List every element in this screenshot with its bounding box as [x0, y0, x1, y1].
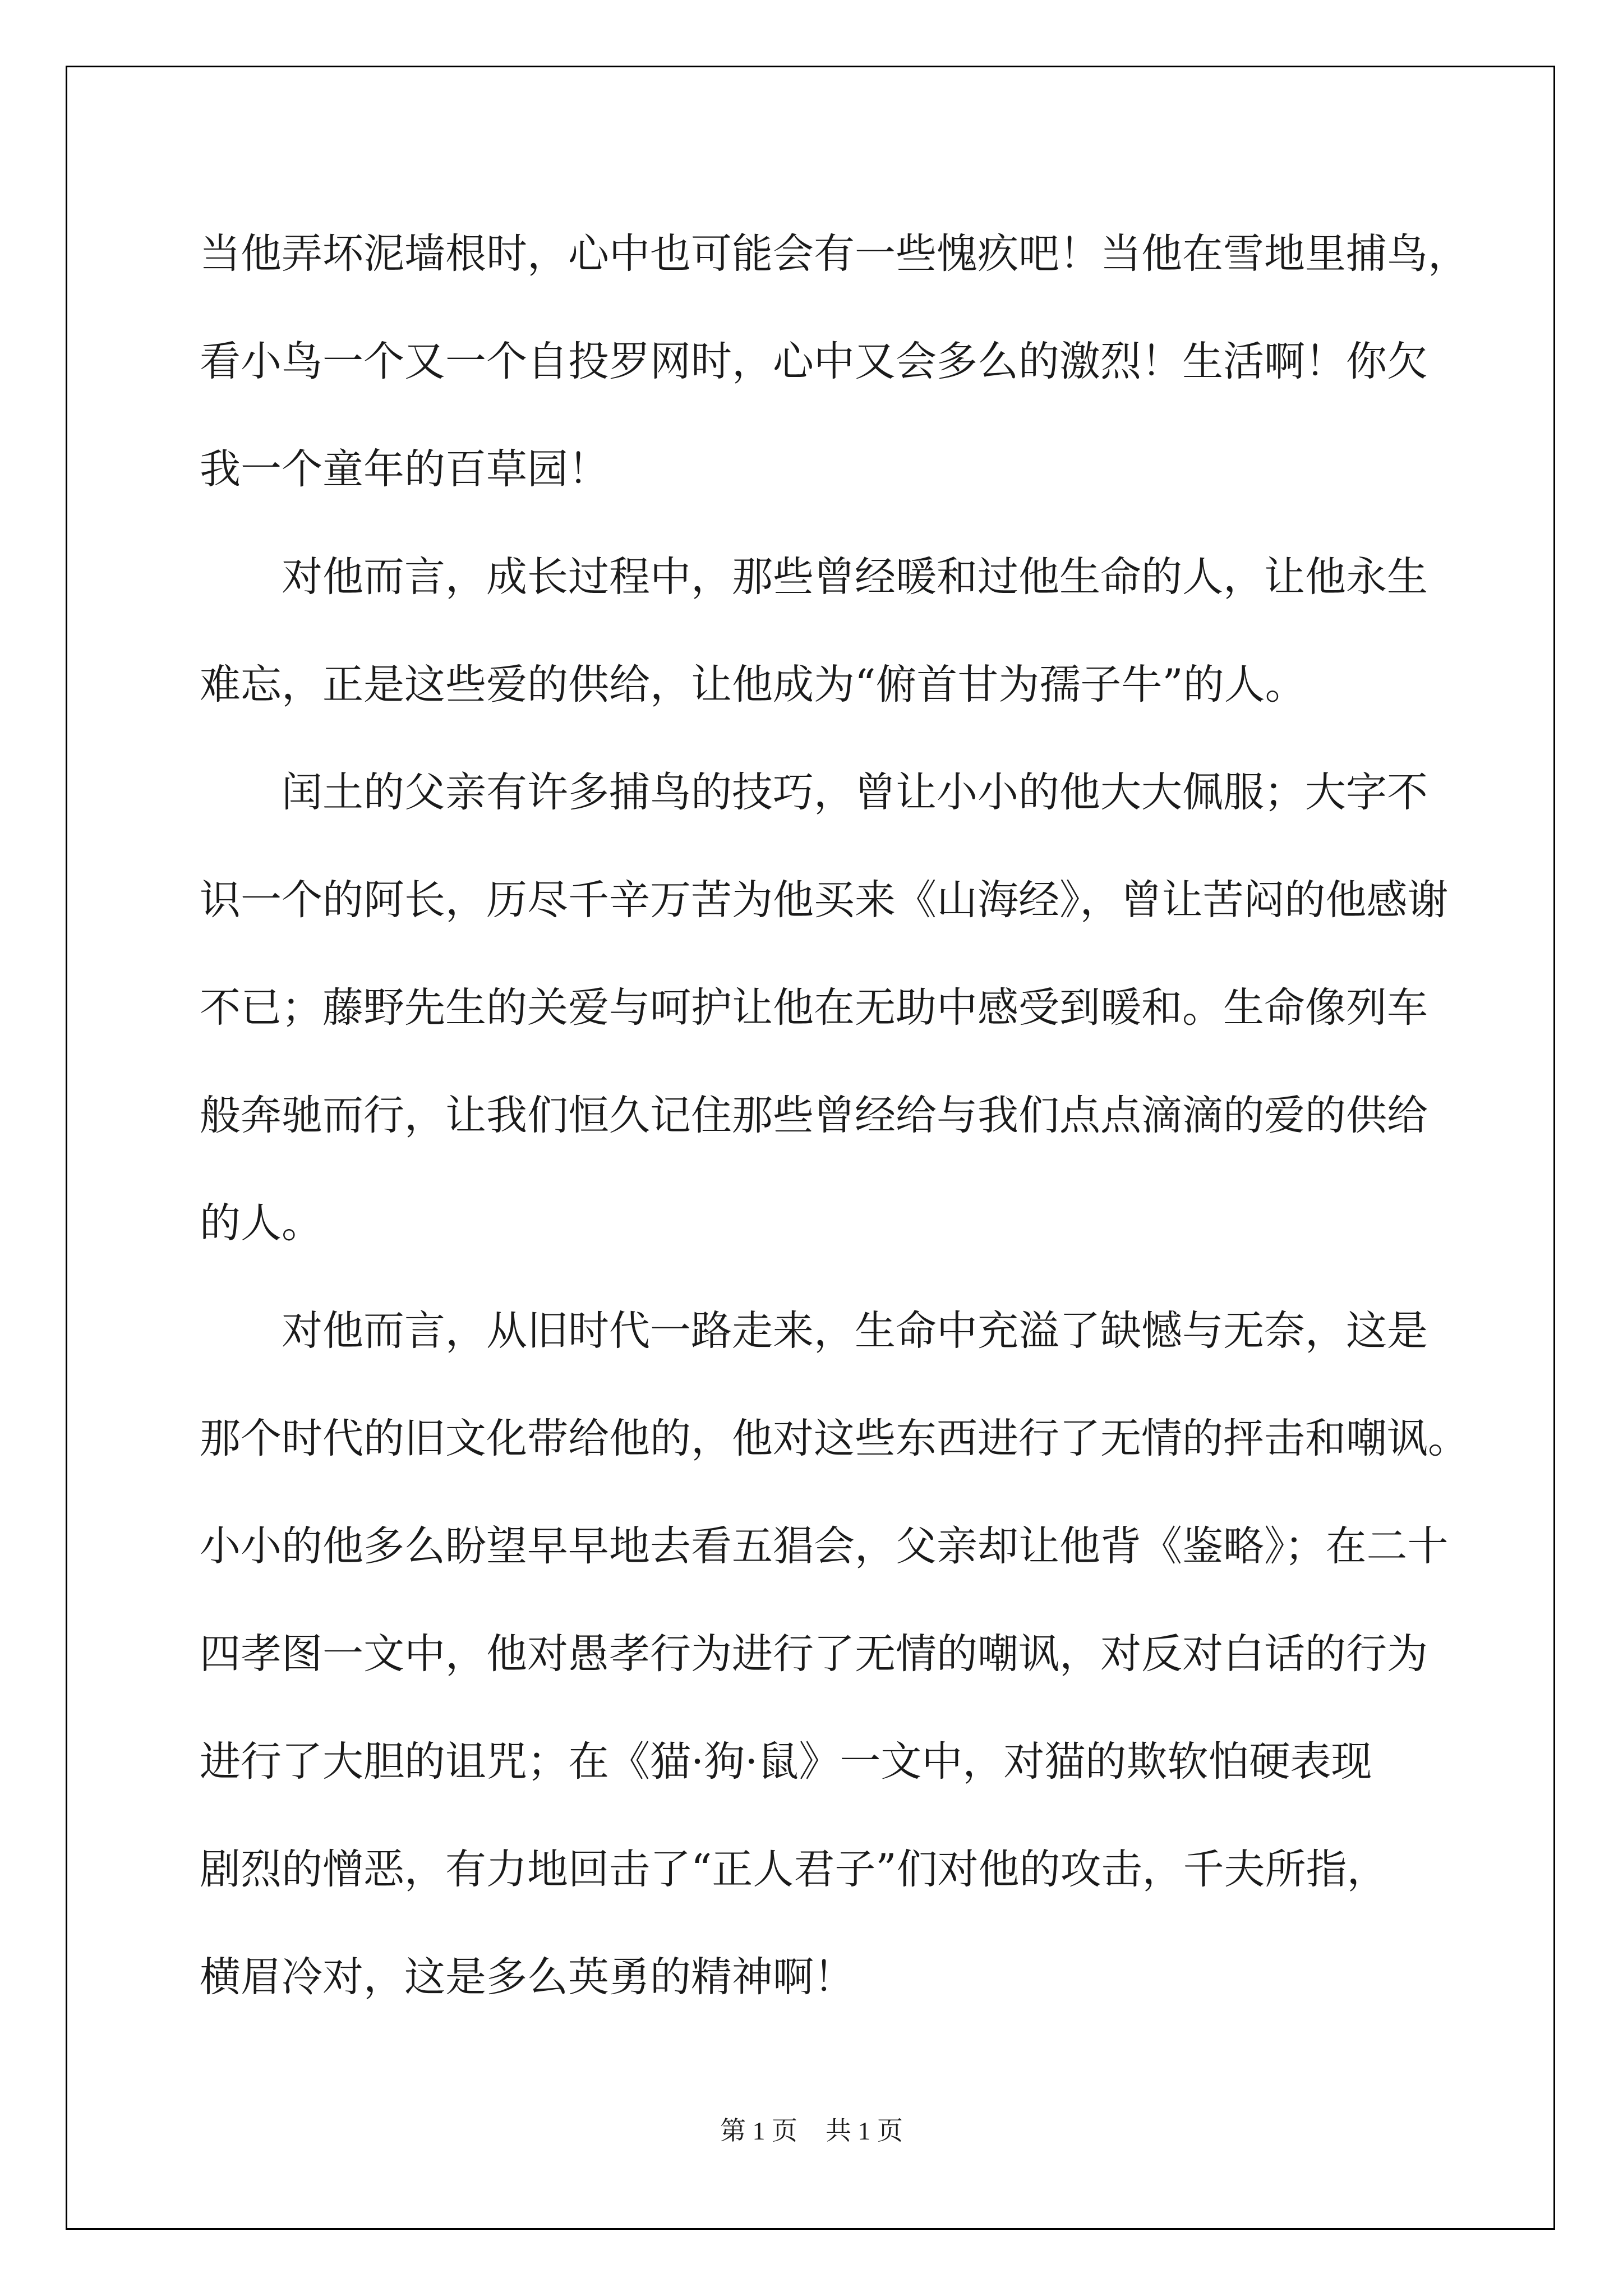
text-line: 难忘，正是这些爱的供给，让他成为“俯首甘为孺子牛”的人。: [200, 661, 1306, 708]
page-footer: [0, 2110, 1623, 2147]
text-line: 对他而言，成长过程中，那些曾经暖和过他生命的人，让他永生: [282, 553, 1428, 601]
text-line: 进行了大胆的诅咒；在《猫·狗·鼠》一文中，对猫的欺软怕硬表现: [200, 1738, 1372, 1786]
text-line: 剧烈的憎恶，有力地回击了“正人君子”们对他的攻击，千夫所指，: [200, 1846, 1388, 1893]
text-line: 当他弄坏泥墙根时，心中也可能会有一些愧疚吧！当他在雪地里捕鸟，: [200, 230, 1469, 278]
text-line: 不已；藤野先生的关爱与呵护让他在无助中感受到暖和。生命像列车: [200, 984, 1428, 1032]
paragraph-1: [200, 200, 1469, 523]
text-line: 看小鸟一个又一个自投罗网时，心中又会多么的激烈！生活啊！你欠: [200, 338, 1428, 385]
text-line: 对他而言，从旧时代一路走来，生命中充溢了缺憾与无奈，这是: [282, 1307, 1428, 1355]
page-number: 第 1 页: [720, 2116, 797, 2145]
text-line: 四孝图一文中，他对愚孝行为进行了无情的嘲讽，对反对白话的行为: [200, 1630, 1428, 1678]
text-line: 我一个童年的百草园！: [200, 445, 609, 493]
text-line: 闰土的父亲有许多捕鸟的技巧，曾让小小的他大大佩服；大字不: [282, 769, 1428, 816]
paragraph-4: [200, 1277, 1469, 2031]
text-line: 那个时代的旧文化带给他的，他对这些东西进行了无情的抨击和嘲讽。: [200, 1415, 1469, 1462]
paragraph-3: [200, 739, 1456, 1277]
text-line: 般奔驰而行，让我们恒久记住那些曾经给与我们点点滴滴的爱的供给: [200, 1092, 1428, 1139]
paragraph-2: [200, 523, 1456, 739]
text-line: 识一个的阿长，历尽千辛万苦为他买来《山海经》，曾让苦闷的他感谢: [200, 876, 1449, 924]
text-line: 小小的他多么盼望早早地去看五猖会，父亲却让他背《鉴略》；在二十: [200, 1522, 1449, 1570]
text-line: 横眉冷对，这是多么英勇的精神啊！: [200, 1953, 855, 2001]
page-total: 共 1 页: [826, 2116, 903, 2145]
document-body: [200, 200, 1469, 2031]
text-line: 的人。: [200, 1199, 322, 1247]
